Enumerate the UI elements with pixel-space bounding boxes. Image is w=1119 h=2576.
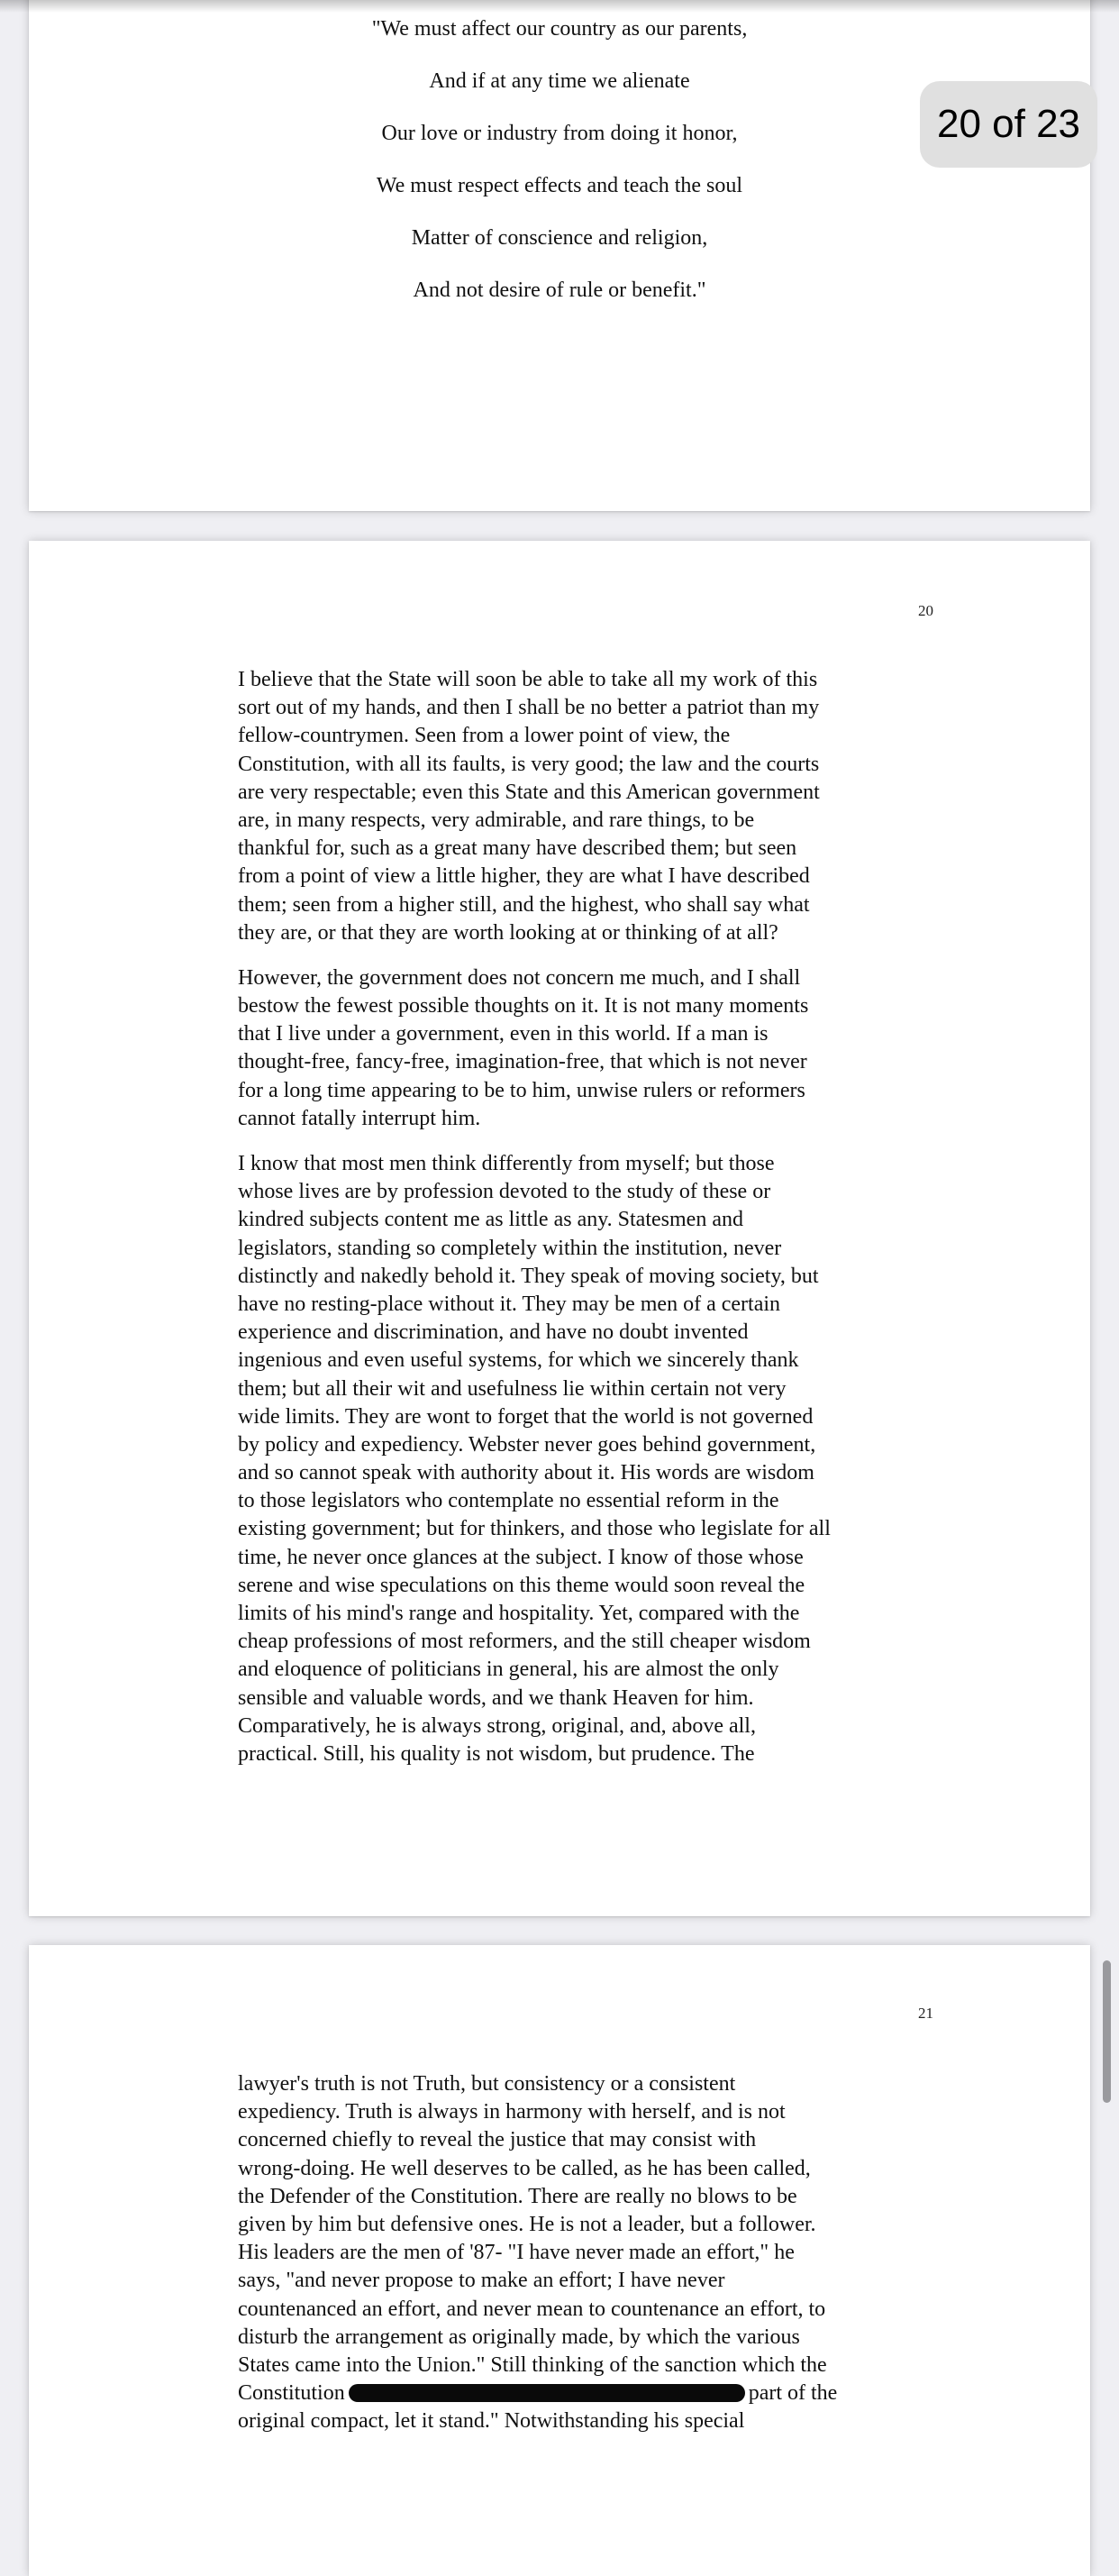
poem-line: And not desire of rule or benefit." <box>413 279 706 302</box>
text-line: to those legislators who contemplate no essential reform in the <box>238 1489 779 1513</box>
poem-line: Matter of conscience and religion, <box>411 226 708 250</box>
page-number: 20 <box>918 602 933 619</box>
paragraph <box>238 964 905 1133</box>
text-line: and eloquence of politicians in general, his are almost the only <box>238 1658 779 1682</box>
text-line: cheap professions of most reformers, and the still cheaper wisdom <box>238 1630 811 1654</box>
text-line: However, the government does not concern me much, and I shall <box>238 965 801 990</box>
text-line: are very respectable; even this State and this American government <box>238 780 820 804</box>
text-line: cannot fatally interrupt him. <box>238 1106 481 1130</box>
text-line: given by him but defensive ones. He is not a leader, but a follower. <box>238 2212 816 2236</box>
text-line: that I live under a government, even in this world. If a man is <box>238 1022 769 1046</box>
scrollbar[interactable] <box>1103 1960 1111 2103</box>
text-line: wrong-doing. He well deserves to be called, as he has been called, <box>238 2156 811 2180</box>
page-indicator-badge: 20 of 23 <box>920 81 1097 168</box>
text-line: time, he never once glances at the subject. I know of those whose <box>238 1545 804 1569</box>
poem-line: And if at any time we alienate <box>429 69 690 93</box>
text-line: from a point of view a little higher, they are what I have described <box>238 864 810 889</box>
text-line: the Defender of the Constitution. There are really no blows to be <box>238 2184 797 2208</box>
document-page-20 <box>29 541 1090 1916</box>
document-page-21 <box>29 1945 1090 2576</box>
text-line: for a long time appearing to be to him, unwise rulers or reformers <box>238 1078 805 1102</box>
text-line: sort out of my hands, and then I shall be no better a patriot than my <box>238 696 820 720</box>
text-line <box>238 2380 905 2407</box>
text-line: have no resting-place without it. They may be men of a certain <box>238 1292 781 1316</box>
document-page-19 <box>29 0 1090 511</box>
text-fragment: Constitution <box>238 2381 345 2406</box>
poem-line: "We must affect our country as our parents, <box>371 17 748 41</box>
text-line: whose lives are by profession devoted to the study of these or <box>238 1180 771 1204</box>
text-line: thought-free, fancy-free, imagination-free, that which is not never <box>238 1050 807 1074</box>
text-line: I believe that the State will soon be able to take all my work of this <box>238 668 818 691</box>
page-number: 21 <box>918 2005 933 2022</box>
text-line: wide limits. They are wont to forget that the world is not governed <box>238 1404 814 1429</box>
poem-line: We must respect effects and teach the soul <box>376 174 743 197</box>
text-line: are, in many respects, very admirable, and rare things, to be <box>238 808 755 832</box>
text-line: legislators, standing so completely within the institution, never <box>238 1236 782 1260</box>
text-line: ingenious and even useful systems, for which we sincerely thank <box>238 1348 799 1373</box>
paragraph <box>238 2070 905 2380</box>
text-line: says, "and never propose to make an effort; I have never <box>238 2269 725 2293</box>
text-line: by policy and expediency. Webster never goes behind government, <box>238 1432 816 1457</box>
text-line: Constitution, with all its faults, is very good; the law and the courts <box>238 752 820 776</box>
text-line: distinctly and nakedly behold it. They speak of moving society, but <box>238 1264 819 1288</box>
paragraph <box>238 1150 905 1768</box>
text-line: sensible and valuable words, and we thank Heaven for him. <box>238 1685 754 1710</box>
text-line: countenanced an effort, and never mean to countenance an effort, to <box>238 2297 826 2321</box>
poem-line: Our love or industry from doing it honor, <box>381 122 738 145</box>
text-line: them; seen from a higher still, and the highest, who shall say what <box>238 892 810 917</box>
redaction-bar <box>349 2384 745 2402</box>
text-line: disturb the arrangement as originally made, by which the various <box>238 2325 800 2349</box>
page-text <box>238 666 905 1786</box>
text-line: expediency. Truth is always in harmony with herself, and is not <box>238 2100 786 2124</box>
text-line: existing government; but for thinkers, and those who legislate for all <box>238 1517 831 1541</box>
text-line: Comparatively, he is always strong, original, and, above all, <box>238 1713 756 1738</box>
text-fragment: part of the <box>748 2381 838 2406</box>
text-line: them; but all their wit and usefulness lie within certain not very <box>238 1376 787 1401</box>
text-line: bestow the fewest possible thoughts on it. It is not many moments <box>238 994 809 1019</box>
page-text <box>238 2070 905 2435</box>
text-line: experience and discrimination, and have no doubt invented <box>238 1320 749 1345</box>
text-line: His leaders are the men of '87- "I have never made an effort," he <box>238 2241 795 2265</box>
text-line: fellow-countrymen. Seen from a lower point of view, the <box>238 724 731 748</box>
text-line: lawyer's truth is not Truth, but consistency or a consistent <box>238 2072 736 2096</box>
text-line: serene and wise speculations on this theme would soon reveal the <box>238 1573 805 1597</box>
paragraph <box>238 666 905 947</box>
text-line: limits of his mind's range and hospitality. Yet, compared with the <box>238 1602 800 1625</box>
text-line: concerned chiefly to reveal the justice that may consist with <box>238 2128 757 2152</box>
text-line: and so cannot speak with authority about it. His words are wisdom <box>238 1461 814 1485</box>
text-line: original compact, let it stand." Notwithstanding his special <box>238 2409 745 2434</box>
text-line: they are, or that they are worth looking at or thinking of at all? <box>238 920 778 945</box>
text-line: practical. Still, his quality is not wisdom, but prudence. The <box>238 1741 755 1766</box>
text-line: kindred subjects content me as little as any. Statesmen and <box>238 1208 743 1232</box>
top-bar-shadow <box>0 0 1119 13</box>
text-line: I know that most men think differently from myself; but those <box>238 1152 775 1175</box>
text-line: States came into the Union." Still thinking of the sanction which the <box>238 2352 827 2377</box>
text-line: thankful for, such as a great many have described them; but seen <box>238 836 797 861</box>
